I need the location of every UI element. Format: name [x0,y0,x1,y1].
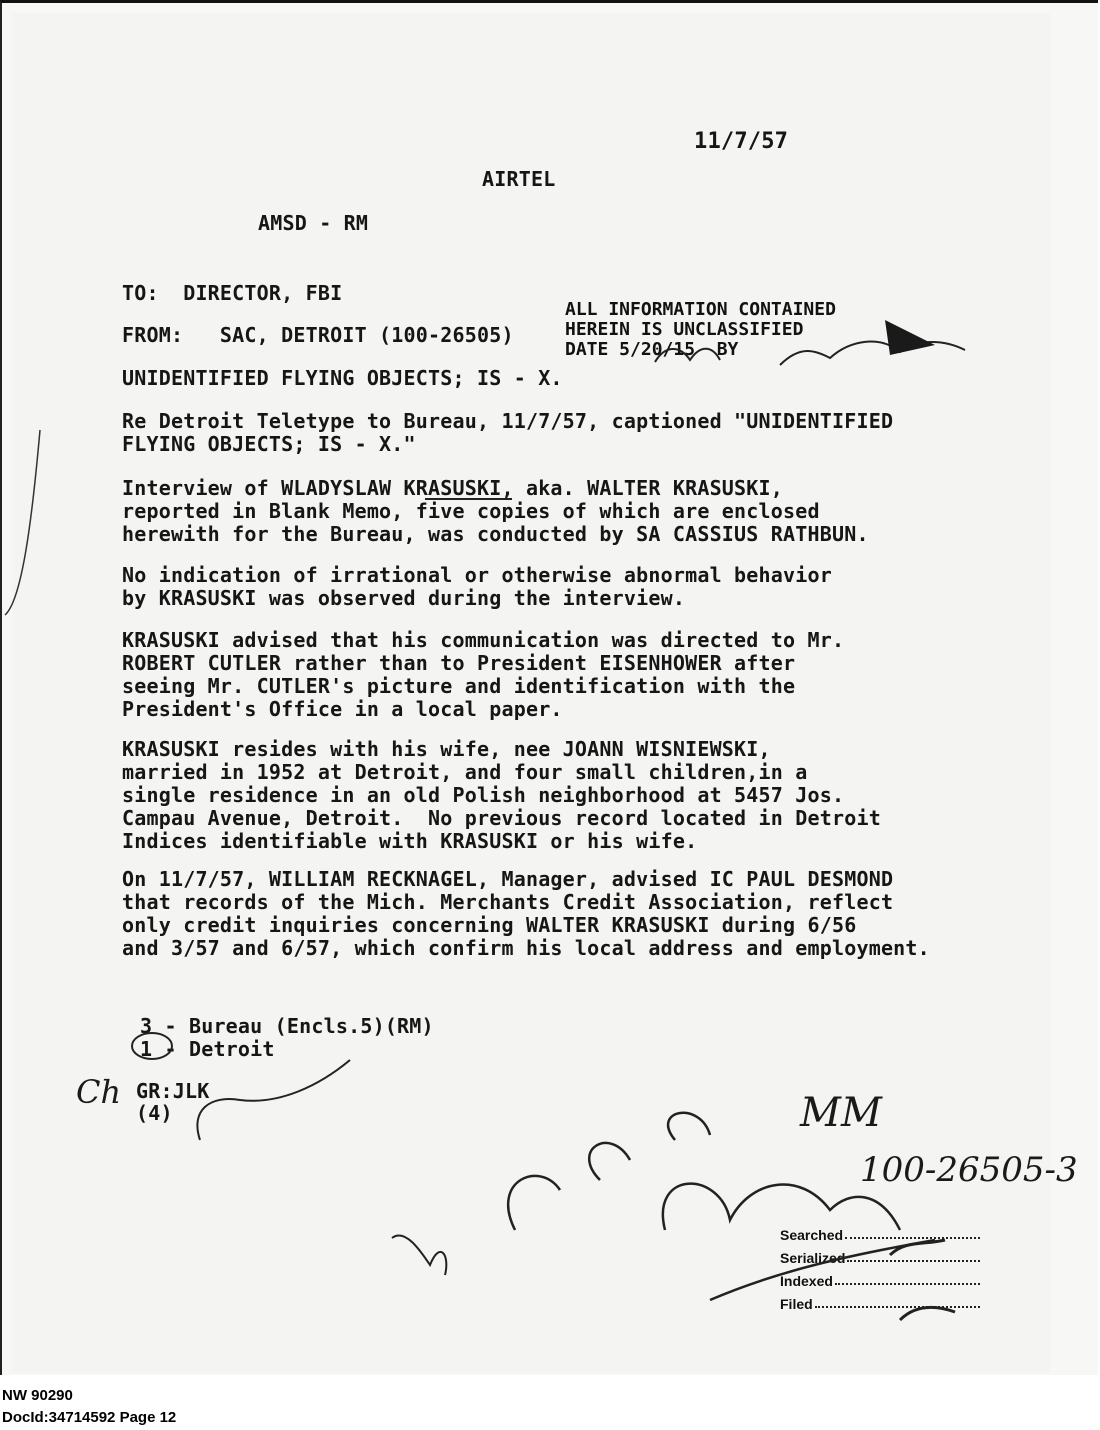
paragraph-line: that records of the Mich. Merchants Credit Association, reflect [122,890,894,914]
paragraph-line: by KRASUSKI was observed during the interview. [122,586,686,610]
stamp-line-3: DATE 5/20/15 BY [565,339,739,360]
subject-line: UNIDENTIFIED FLYING OBJECTS; IS - X. [122,366,563,390]
handwritten-file-number: 100-26505-3 [860,1150,1078,1190]
checklist-label: Indexed [780,1273,833,1289]
paragraph-line: KRASUSKI advised that his communication was directed to Mr. [122,628,845,652]
checklist-line [845,1237,980,1239]
paragraph-line: KRASUSKI resides with his wife, nee JOANN WISNIEWSKI, [122,737,771,761]
paragraph-line: seeing Mr. CUTLER's picture and identification with the [122,674,796,698]
paragraph-line: FLYING OBJECTS; IS - X." [122,432,416,456]
checklist-searched [780,1220,980,1243]
stamp-line-2: HEREIN IS UNCLASSIFIED [565,319,804,340]
paragraph-line: Interview of WLADYSLAW KRASUSKI, aka. WALTER KRASUSKI, [122,476,784,500]
footer-nw-number: NW 90290 [2,1387,73,1404]
paragraph-interview [122,477,869,546]
checklist-line [835,1283,980,1285]
checklist-serialized [780,1243,980,1266]
paragraph-line: On 11/7/57, WILLIAM RECKNAGEL, Manager, advised IC PAUL DESMOND [122,867,894,891]
copy-count: (4) [136,1101,173,1125]
document-type: AIRTEL [482,167,556,191]
stamp-line-1: ALL INFORMATION CONTAINED [565,299,836,320]
paragraph-reference [122,410,893,456]
paragraph-line: married in 1952 at Detroit, and four small children,in a [122,760,808,784]
paragraph-line: President's Office in a local paper. [122,697,563,721]
checklist-label: Serialized [780,1250,846,1266]
from-line: FROM: SAC, DETROIT (100-26505) [122,323,514,347]
paragraph-line: ROBERT CUTLER rather than to President EISENHOWER after [122,651,796,675]
document-date: 11/7/57 [694,129,789,154]
checklist-indexed [780,1266,980,1289]
routing-code: AMSD - RM [258,211,369,235]
paragraph-line: only credit inquiries concerning WALTER KRASUSKI during 6/56 [122,913,857,937]
paragraph-line: Indices identifiable with KRASUSKI or his wife. [122,829,698,853]
footer-docid: DocId:34714592 Page 12 [2,1409,177,1426]
typist-initials: GR:JLK [136,1079,210,1103]
checklist-filed [780,1289,980,1312]
paragraph-line: single residence in an old Polish neighborhood at 5457 Jos. [122,783,845,807]
paragraph-line: herewith for the Bureau, was conducted by SA CASSIUS RATHBUN. [122,522,869,546]
paragraph-line: No indication of irrational or otherwise abnormal behavior [122,563,832,587]
checklist-line [847,1260,980,1262]
handwritten-initials-top: MM [800,1090,882,1136]
paragraph-line: reported in Blank Memo, five copies of which are enclosed [122,499,820,523]
paragraph-communication [122,629,844,721]
checklist-label: Filed [780,1296,813,1312]
distribution-bureau: 3 - Bureau (Encls.5)(RM) [140,1014,434,1038]
paragraph-line: Re Detroit Teletype to Bureau, 11/7/57, captioned "UNIDENTIFIED [122,409,894,433]
paragraph-residence [122,738,881,853]
checklist-line [815,1306,980,1308]
file-checklist-stamp [780,1220,980,1312]
to-line: TO: DIRECTOR, FBI [122,281,343,305]
checklist-label: Searched [780,1227,844,1243]
paragraph-credit-records [122,868,930,960]
paragraph-behavior [122,564,832,610]
handwritten-initials-left: Ch [76,1073,122,1111]
paragraph-line: and 3/57 and 6/57, which confirm his local address and employment. [122,936,930,960]
distribution-detroit: 1 - Detroit [140,1037,275,1061]
paragraph-line: Campau Avenue, Detroit. No previous record located in Detroit [122,806,881,830]
declassification-stamp [565,300,965,360]
